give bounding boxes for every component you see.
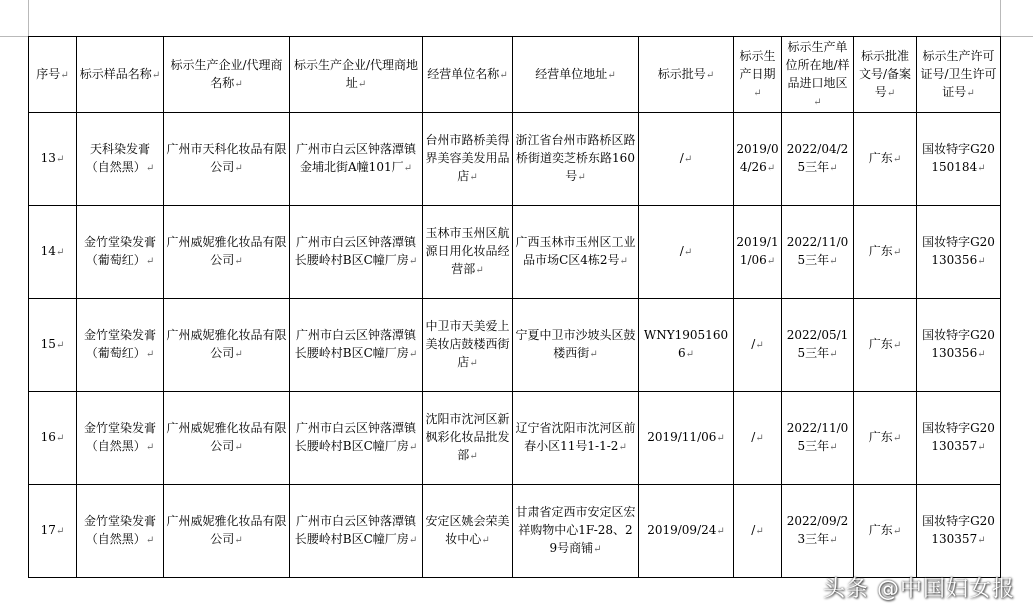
table-cell: 2019/11/06↵ <box>639 392 734 485</box>
table-cell: 2019/04/26↵ <box>734 113 782 206</box>
table-cell: 广西玉林市玉州区工业品市场C区4栋2号↵ <box>513 206 639 299</box>
table-cell: 广州威妮雅化妆品有限公司↵ <box>164 299 290 392</box>
table-cell: 2019/11/06↵ <box>734 206 782 299</box>
crop-mark-top-left-v <box>28 0 29 36</box>
table-cell: /↵ <box>734 299 782 392</box>
crop-mark-top-right-h <box>1000 36 1033 37</box>
table-cell: 2022/11/05三年↵ <box>782 392 854 485</box>
table-cell: 14↵ <box>29 206 77 299</box>
table-cell: 广州市白云区钟落潭镇金埔北街A幢101厂↵ <box>290 113 423 206</box>
table-cell: 广州市天科化妆品有限公司↵ <box>164 113 290 206</box>
table-cell: /↵ <box>734 392 782 485</box>
table-cell: 2022/04/25三年↵ <box>782 113 854 206</box>
table-cell: 广州威妮雅化妆品有限公司↵ <box>164 485 290 578</box>
header-cell: 标示样品名称↵ <box>77 37 164 113</box>
table-cell: 2019/09/24↵ <box>639 485 734 578</box>
inspection-results-table <box>28 36 1001 578</box>
table-cell: 2022/05/15三年↵ <box>782 299 854 392</box>
table-cell: 广东↵ <box>854 299 917 392</box>
watermark: 头条 @中国妇女报 <box>823 577 1015 602</box>
table-cell: 中卫市天美爱上美妆店鼓楼西街店↵ <box>423 299 513 392</box>
crop-mark-top-left-h <box>0 36 28 37</box>
table-cell: 国妆特字G20130357↵ <box>917 392 1001 485</box>
header-cell: 经营单位地址↵ <box>513 37 639 113</box>
table-header-row <box>29 37 1001 113</box>
table-cell: 金竹堂染发膏（自然黑）↵ <box>77 485 164 578</box>
table-cell: /↵ <box>734 485 782 578</box>
table-cell: 广州市白云区钟落潭镇长腰岭村B区C幢厂房↵ <box>290 485 423 578</box>
table-cell: 金竹堂染发膏（自然黑）↵ <box>77 392 164 485</box>
table-row <box>29 113 1001 206</box>
table-cell: 广东↵ <box>854 206 917 299</box>
table-cell: 2022/11/05三年↵ <box>782 206 854 299</box>
table-cell: 广东↵ <box>854 392 917 485</box>
table-row <box>29 485 1001 578</box>
table-cell: 台州市路桥美得界美容美发用品店↵ <box>423 113 513 206</box>
crop-mark-top-right-v <box>1000 0 1001 36</box>
table-cell: 15↵ <box>29 299 77 392</box>
table-row <box>29 299 1001 392</box>
table-cell: 金竹堂染发膏（葡萄红）↵ <box>77 299 164 392</box>
header-cell: 序号↵ <box>29 37 77 113</box>
table-cell: /↵ <box>639 206 734 299</box>
table-cell: 17↵ <box>29 485 77 578</box>
table-cell: 国妆特字G20130357↵ <box>917 485 1001 578</box>
table-cell: 辽宁省沈阳市沈河区前春小区11号1-1-2↵ <box>513 392 639 485</box>
table-cell: 国妆特字G20130356↵ <box>917 299 1001 392</box>
table-row <box>29 392 1001 485</box>
header-cell: 标示生产单位所在地/样品进口地区↵ <box>782 37 854 113</box>
table-cell: 玉林市玉州区航源日用化妆品经营部↵ <box>423 206 513 299</box>
table-cell: 天科染发膏（自然黑）↵ <box>77 113 164 206</box>
table-cell: WNY19051606↵ <box>639 299 734 392</box>
header-cell: 标示批号↵ <box>639 37 734 113</box>
table-cell: 浙江省台州市路桥区路桥街道奕芝桥东路160号↵ <box>513 113 639 206</box>
table-cell: 13↵ <box>29 113 77 206</box>
table-cell: 国妆特字G20150184↵ <box>917 113 1001 206</box>
header-cell: 标示生产日期↵ <box>734 37 782 113</box>
table-cell: 广州市白云区钟落潭镇长腰岭村B区C幢厂房↵ <box>290 392 423 485</box>
table-cell: 国妆特字G20130356↵ <box>917 206 1001 299</box>
table-cell: /↵ <box>639 113 734 206</box>
table-cell: 2022/09/23三年↵ <box>782 485 854 578</box>
table-cell: 广州威妮雅化妆品有限公司↵ <box>164 392 290 485</box>
table-cell: 安定区姚会荣美妆中心↵ <box>423 485 513 578</box>
header-cell: 标示生产企业/代理商名称↵ <box>164 37 290 113</box>
table-cell: 甘肃省定西市安定区宏祥购物中心1F-28、29号商铺↵ <box>513 485 639 578</box>
header-cell: 标示生产许可证号/卫生许可证号↵ <box>917 37 1001 113</box>
header-cell: 标示批准文号/备案号↵ <box>854 37 917 113</box>
table-cell: 广州市白云区钟落潭镇长腰岭村B区C幢厂房↵ <box>290 299 423 392</box>
table-cell: 宁夏中卫市沙坡头区鼓楼西街↵ <box>513 299 639 392</box>
table-cell: 沈阳市沈河区新枫彩化妆品批发部↵ <box>423 392 513 485</box>
table-cell: 广东↵ <box>854 113 917 206</box>
header-cell: 标示生产企业/代理商地址↵ <box>290 37 423 113</box>
table-cell: 广州威妮雅化妆品有限公司↵ <box>164 206 290 299</box>
table-cell: 金竹堂染发膏（葡萄红）↵ <box>77 206 164 299</box>
header-cell: 经营单位名称↵ <box>423 37 513 113</box>
table-cell: 广州市白云区钟落潭镇长腰岭村B区C幢厂房↵ <box>290 206 423 299</box>
table-row <box>29 206 1001 299</box>
table-cell: 广东↵ <box>854 485 917 578</box>
table-cell: 16↵ <box>29 392 77 485</box>
